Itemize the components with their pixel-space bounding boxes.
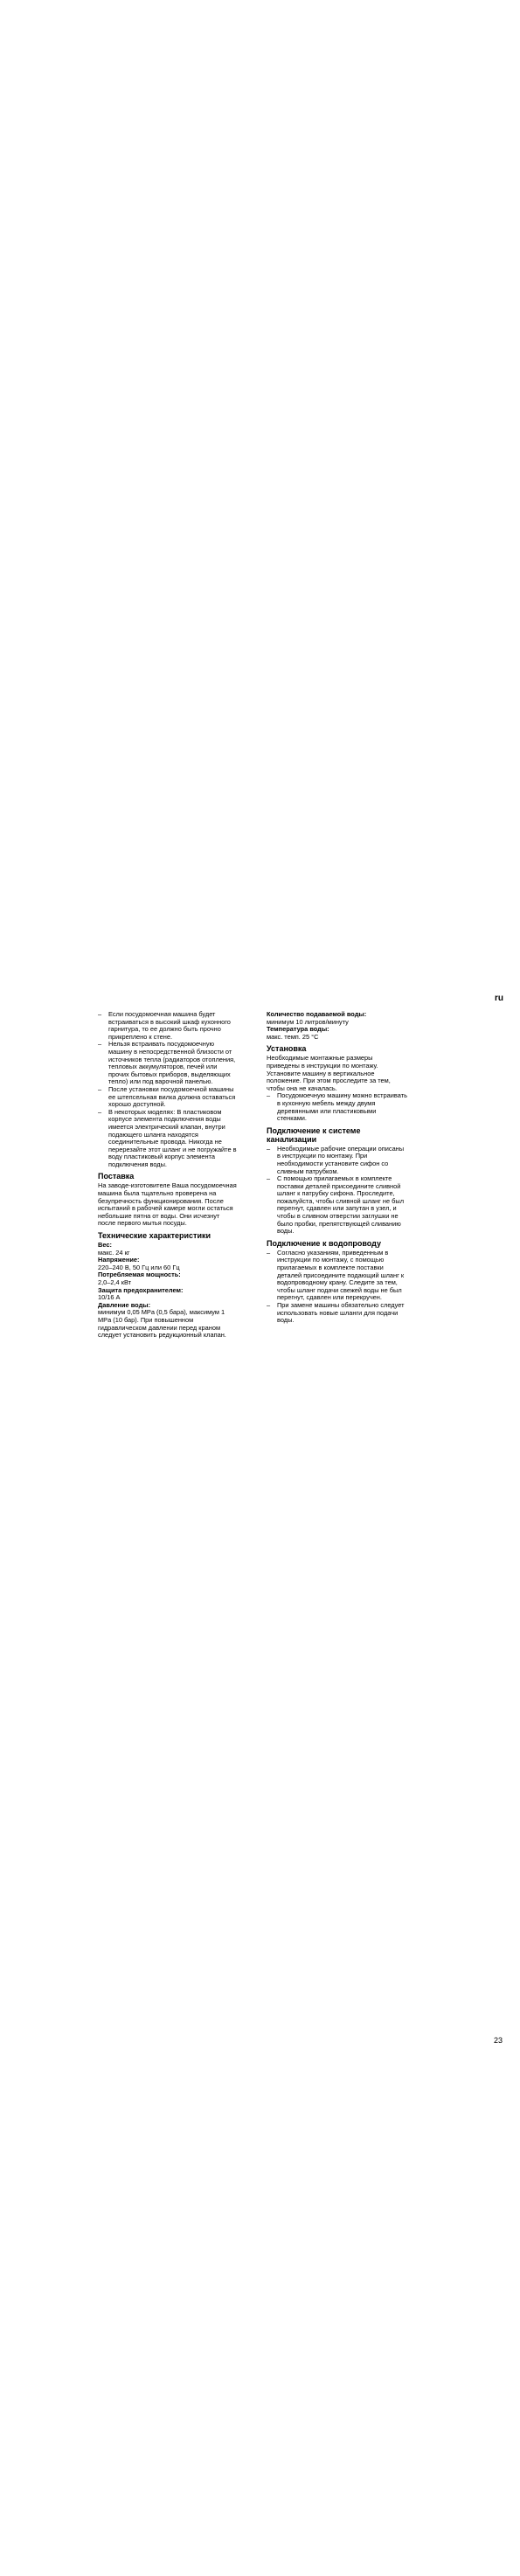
left-column	[98, 1011, 239, 1340]
spec-value: макс. 24 кг	[98, 1248, 130, 1257]
spec-label: Защита предохранителем:	[98, 1285, 184, 1294]
installation-bullet-list	[267, 1092, 407, 1122]
spec-label: Количество подаваемой воды:	[267, 1010, 367, 1018]
list-item: – Необходимые рабочие операции описаны в инструкции по монтажу. При необходимости установите сифон со сливным патрубком.	[267, 1146, 407, 1175]
list-item: – С помощью прилагаемых в комплекте поставки деталей присоедините сливной шланг к патрубку сифона. Проследите, пожалуйста, чтобы сливной шланг не был перегнут, сдавлен или запутан в узел, и чтобы в сливном отверстии заглушки не было пробки, препятствующей сливанию воды.	[267, 1175, 407, 1236]
page-number: 23	[494, 2036, 503, 2045]
list-item: – Посудомоечную машину можно встраивать в кухонную мебель между двумя деревянными или пластиковыми стенками.	[267, 1092, 407, 1122]
list-item: – Нельзя встраивать посудомоечную машину в непосредственной близости от источников тепла (радиаторов отопления, тепловых аккумуляторов, печей или прочих бытовых приборов, выделяющих тепло) или под варочной панелью.	[98, 1041, 239, 1086]
spec-value: 220–240 В, 50 Гц или 60 Гц	[98, 1263, 180, 1271]
list-item: – В некоторых моделях: В пластиковом корпусе элемента подключения воды имеется электрический клапан, внутри подающего шланга находятся соединительные провода. Никогда не перерезайте этот шланг и не погружайте в воду пластиковый корпус элемента подключения воды.	[98, 1109, 239, 1169]
spec-voltage	[98, 1257, 239, 1271]
list-item: – Если посудомоечная машина будет встраиваться в высокий шкаф кухонного гарнитура, то ее должно быть прочно прикреплено к стене.	[98, 1011, 239, 1041]
list-item: – При замене машины обязательно следует использовать новые шланги для подачи воды.	[267, 1302, 407, 1325]
safety-bullet-list	[98, 1011, 239, 1168]
spec-weight	[98, 1242, 239, 1257]
spec-label: Потребляемая мощность:	[98, 1271, 181, 1279]
delivery-heading: Поставка	[98, 1172, 135, 1181]
spec-water-flow	[267, 1011, 407, 1026]
spec-label: Напряжение:	[98, 1256, 140, 1264]
specs-heading: Технические характеристики	[98, 1231, 211, 1241]
installation-heading: Установка	[267, 1044, 307, 1054]
spec-label: Температура воды:	[267, 1025, 329, 1034]
water-bullet-list	[267, 1250, 407, 1325]
sewer-bullet-list	[267, 1146, 407, 1236]
sewer-connection-heading: Подключение к системе канализации	[267, 1125, 361, 1144]
spec-value: 2,0–2,4 кВт	[98, 1278, 132, 1286]
language-code: ru	[495, 994, 503, 1003]
list-item: – Согласно указаниям, приведенным в инструкции по монтажу, с помощью прилагаемых в комплекте поставки деталей присоедините подающий шланг к водопроводному крану. Следите за тем, чтобы шланг подачи свежей воды не был перегнут, сдавлен или перекручен.	[267, 1250, 407, 1302]
spec-power	[98, 1271, 239, 1286]
water-connection-heading: Подключение к водопроводу	[267, 1238, 382, 1248]
installation-text: Необходимые монтажные размеры приведены в инструкции по монтажу. Установите машину в вертикальное положение. При этом проследите за тем, чтобы она не качалась.	[267, 1054, 391, 1092]
spec-value: макс. темп. 25 °C	[267, 1032, 319, 1041]
list-item: – После установки посудомоечной машины ее штепсельная вилка должна оставаться хорошо доступной.	[98, 1086, 239, 1109]
spec-value: 10/16 А	[98, 1293, 121, 1302]
delivery-text: На заводе-изготовителе Ваша посудомоечная машина была тщательно проверена на безупречность функционирования. После испытаний в рабочей камере могли остаться небольшие пятна от воды. Они исчезнут после первого мытья посуды.	[98, 1181, 237, 1228]
spec-value: минимум 10 литров/минуту	[267, 1017, 349, 1026]
right-column	[267, 1011, 407, 1325]
spec-label: Вес:	[98, 1241, 112, 1250]
spec-water-temperature	[267, 1026, 407, 1041]
spec-value: минимум 0,05 MPa (0,5 бара), максимум 1 MPa (10 бар). При повышенном гидравлическом давлении перед краном следует установить редукционный клапан.	[98, 1308, 226, 1340]
spec-fuse	[98, 1287, 239, 1302]
spec-water-pressure	[98, 1302, 239, 1340]
spec-label: Давление воды:	[98, 1300, 151, 1309]
